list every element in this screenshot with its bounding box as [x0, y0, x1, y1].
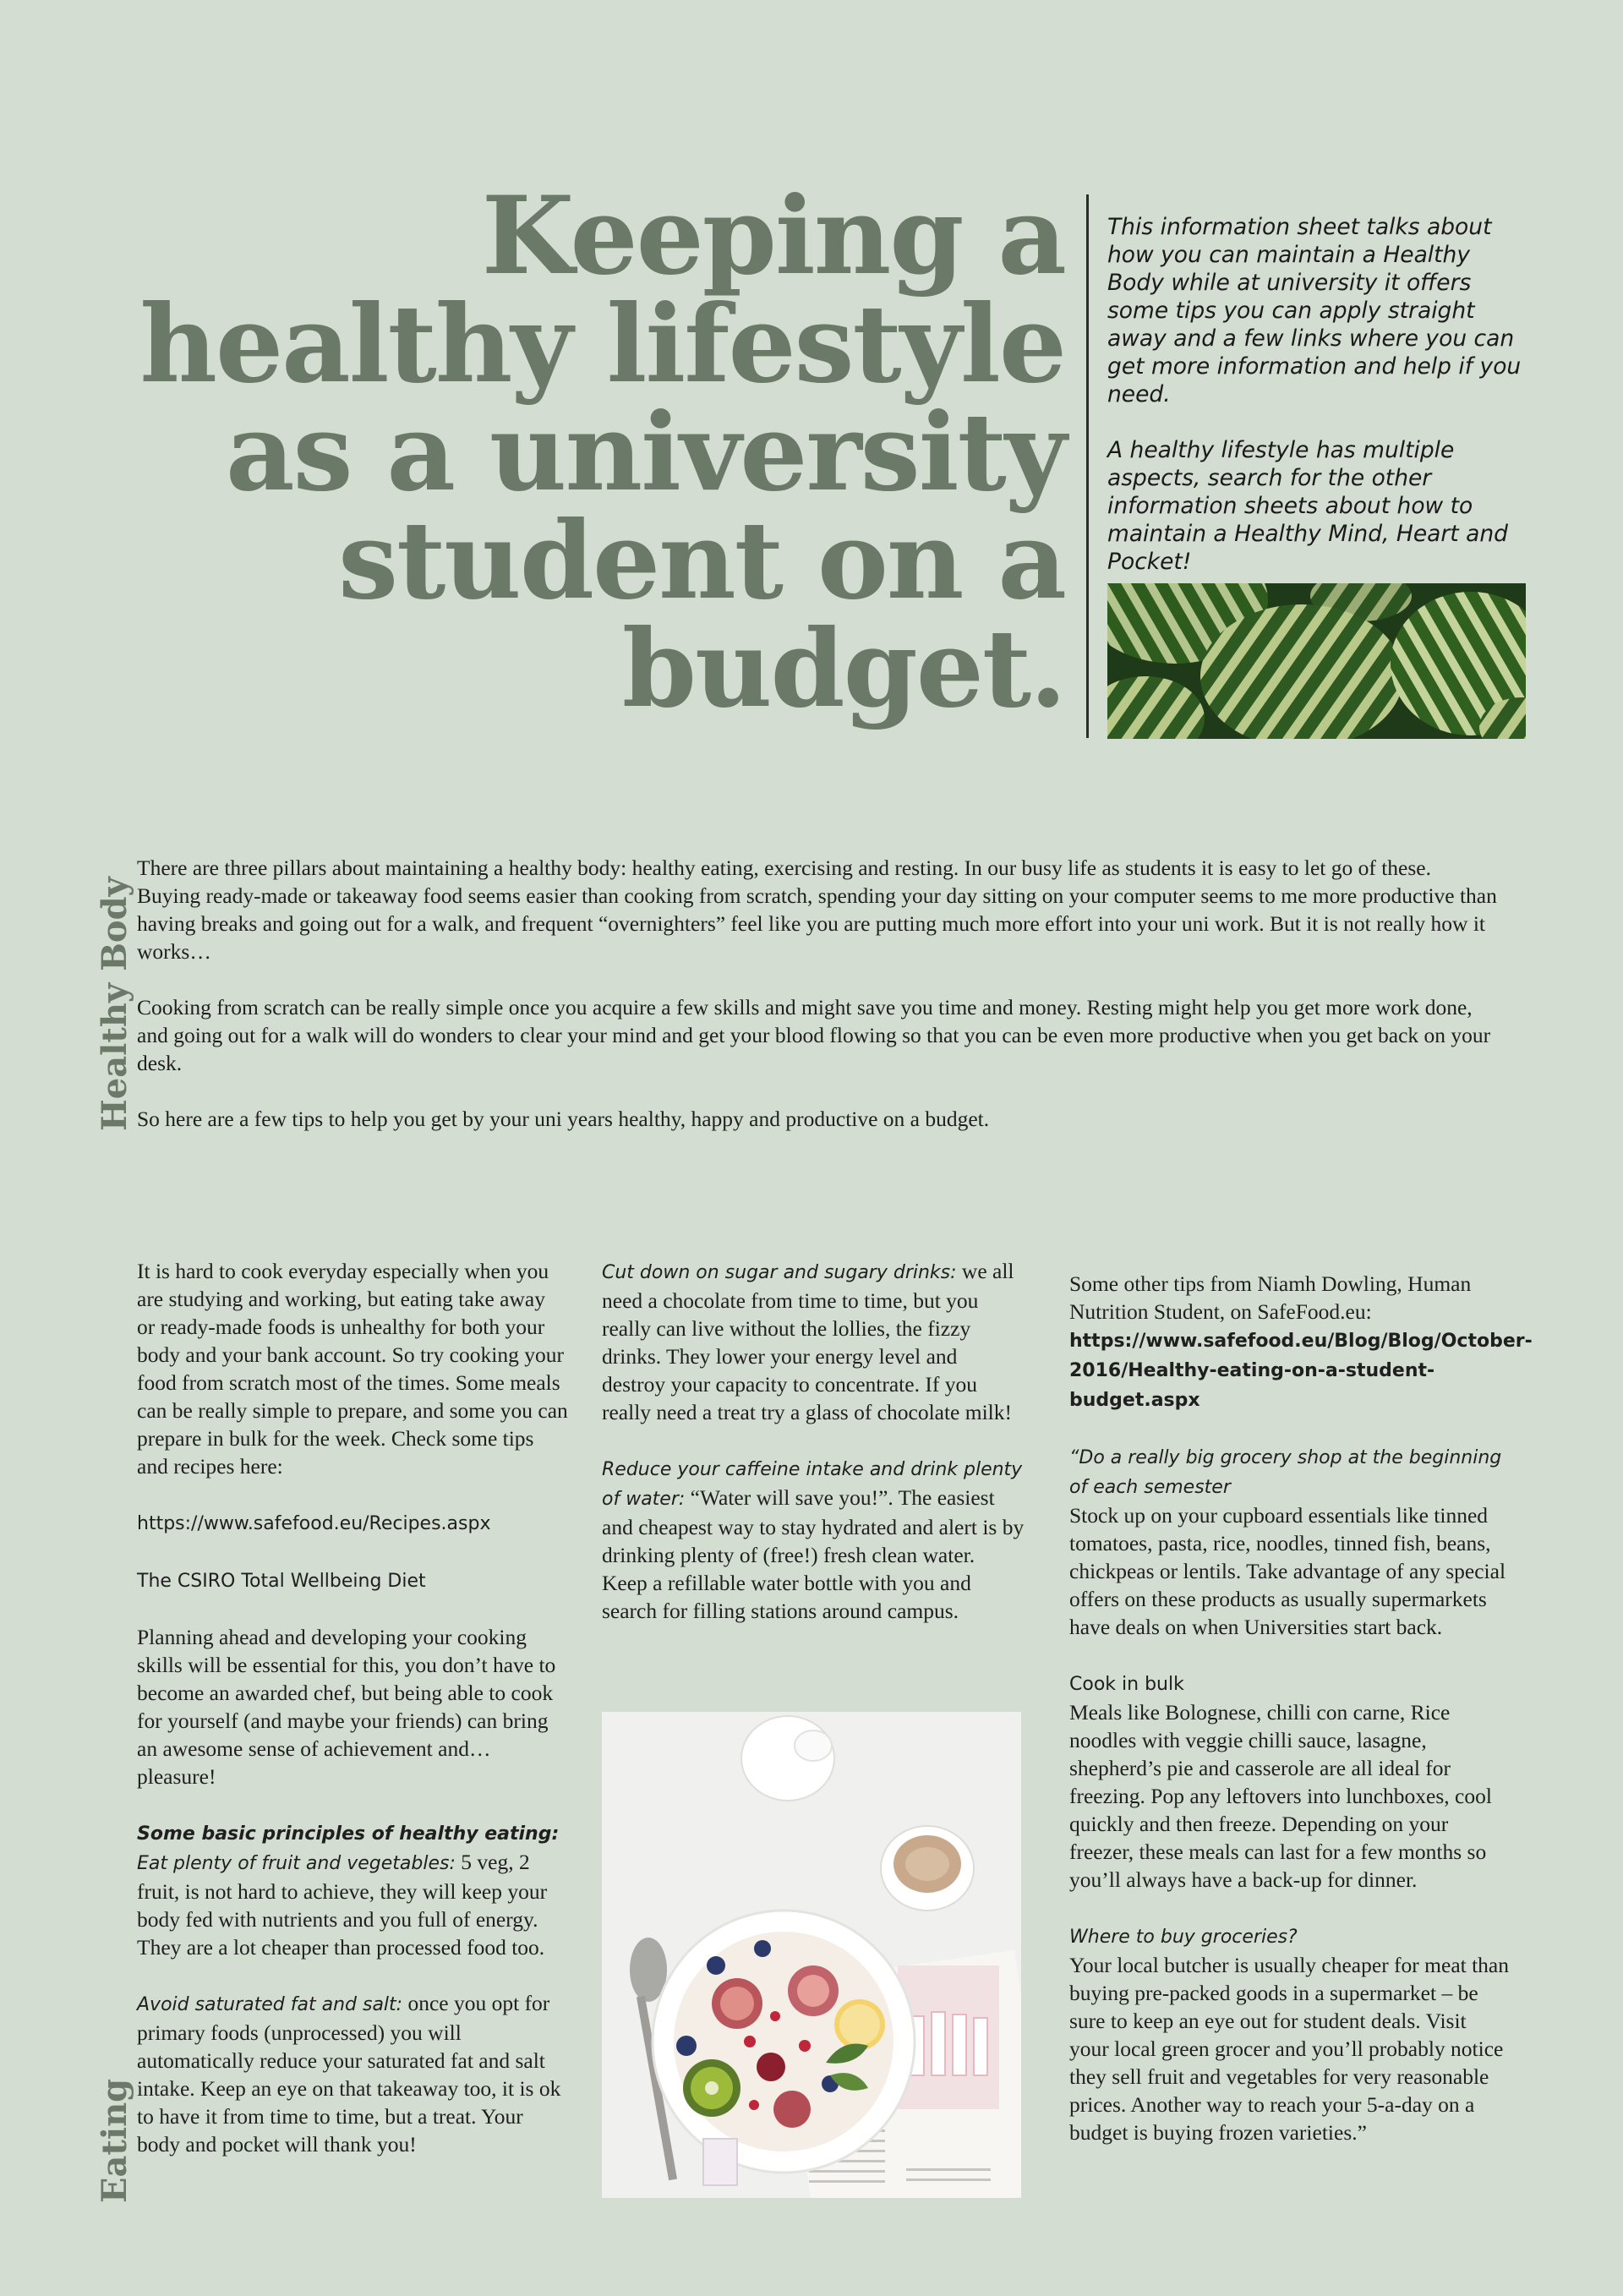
tip-block	[137, 1989, 568, 2158]
page-title	[68, 173, 1065, 731]
title-line: healthy lifestyle	[139, 282, 1065, 407]
eating-column-3	[1069, 1270, 1533, 2174]
title-line: Keeping a	[481, 173, 1065, 298]
tip-label: Cut down on sugar and sugary drinks:	[602, 1262, 957, 1283]
vertical-divider	[1086, 194, 1089, 738]
body-paragraph: There are three pillars about maintaining a healthy body: healthy eating, exercising and resting. In our busy life as students it is easy to let go of these. Buying ready-made or takeaway food seems easier than cooking from scratch, spending your day sitting on your computer seems to me more productive than having breaks and going out for a walk, and frequent “overnighters” feel like you are putting much more effort into your uni work. But it is not really how it works…	[137, 856, 1497, 964]
watermelon-image	[1107, 583, 1526, 739]
tip-block	[602, 1257, 1025, 1426]
intro-paragraph: A healthy lifestyle has multiple aspects, search for the other information sheets about how to maintain a Healthy Mind, Heart and Pocket!	[1107, 437, 1508, 575]
tip-text: we all need a chocolate from time to time, but you really can live without the lollies, the fizzy drinks. They lower your energy level and destroy your capacity to concentrate. If you really need a treat try a glass of chocolate milk!	[602, 1259, 1014, 1424]
quote-text: Meals like Bolognese, chilli con carne, Rice noodles with veggie chilli sauce, lasagne, shepherd’s pie and casserole are all ideal for freezing. Pop any leftovers into lunchboxes, cool quickly and then freeze. Depending on your freezer, these meals can last for a few months so you’ll always have a back-up for dinner.	[1069, 1700, 1492, 1892]
intro-text	[1107, 213, 1530, 604]
title-line: student on a	[338, 498, 1065, 623]
quote-text: Your local butcher is usually cheaper for meat than buying pre-packed goods in a supermarket – be sure to keep an eye out for student deals. Visit your local green grocer and you’ll probably notice they sell fruit and vegetables for very reasonable prices. Another way to reach your 5-a-day on a budget is buying frozen varieties.”	[1069, 1953, 1509, 2145]
quote-heading: “Do a really big grocery shop at the beginning of each semester	[1069, 1447, 1502, 1498]
column-paragraph: It is hard to cook everyday especially when you are studying and working, but eating take away or ready-made foods is unhealthy for both your body and your bank account. So try cooking your food from scratch most of the times. Some meals can be really simple to prepare, and some you can prepare in bulk for the week. Check some tips and recipes here:	[137, 1259, 568, 1479]
breakfast-bowl-illustration	[602, 1712, 1021, 2198]
title-line: budget.	[621, 606, 1065, 731]
tip-label: Avoid saturated fat and salt:	[137, 1994, 403, 2015]
quote-block	[1069, 1442, 1509, 1641]
tip-block	[602, 1454, 1025, 1625]
quote-block	[1069, 1669, 1509, 1894]
recipes-link[interactable]: https://www.safefood.eu/Recipes.aspx	[137, 1513, 491, 1534]
section-heading-healthy-body: Healthy Body	[95, 877, 134, 1131]
column-paragraph: Planning ahead and developing your cooking skills will be essential for this, you don’t have to become an awarded chef, but being able to cook for yourself (and maybe your friends) can bring an awesome sense of achievement and… pleasure!	[137, 1625, 556, 1789]
body-paragraph: Cooking from scratch can be really simple once you acquire a few skills and might save you time and money. Resting might help you get more work done, and going out for a walk will do wonders to clear your mind and get your blood flowing so that you can be even more productive when you get back on your desk.	[137, 995, 1491, 1075]
book-title: The CSIRO Total Wellbeing Diet	[137, 1571, 426, 1592]
principles-heading: Some basic principles of healthy eating:	[137, 1823, 560, 1845]
tip-text: once you opt for primary foods (unprocessed) you will automatically reduce your saturated fat and salt intake. Keep an eye on that takeaway too, it is ok to have it from time to time, but a treat. Your body and pocket will thank you!	[137, 1991, 561, 2157]
tip-text: “Water will save you!”. The easiest and cheapest way to stay hydrated and alert is by drinking plenty of (free!) fresh clean water. Keep a refillable water bottle with you and search for filling stations around campus.	[602, 1485, 1025, 1623]
quote-text: Stock up on your cupboard essentials like tinned tomatoes, pasta, rice, noodles, tinned fish, beans, chickpeas or lentils. Take advantage of any special offers on these products as usually supermarkets have deals on when Universities start back.	[1069, 1503, 1506, 1639]
source-block	[1069, 1270, 1533, 1414]
quote-block	[1069, 1922, 1509, 2146]
watermelon-illustration	[1107, 583, 1526, 739]
quote-heading: Where to buy groceries?	[1069, 1927, 1298, 1948]
tip-label: Reduce your caffeine intake and drink plenty of water:	[602, 1459, 1023, 1510]
title-line: as a university	[225, 390, 1065, 515]
section-heading-eating: Eating	[95, 2078, 134, 2203]
eating-column-1	[137, 1257, 568, 2186]
tip-text: 5 veg, 2 fruit, is not hard to achieve, they will keep your body fed with nutrients and you full of energy. They are a lot cheaper than processed food too.	[137, 1850, 548, 1960]
breakfast-bowl-image	[602, 1712, 1021, 2198]
principles-block	[137, 1818, 568, 1961]
source-intro: Some other tips from Niamh Dowling, Human Nutrition Student, on SafeFood.eu:	[1069, 1271, 1472, 1324]
safefood-blog-link[interactable]: https://www.safefood.eu/Blog/Blog/October-2016/Healthy-eating-on-a-student-budget.aspx	[1069, 1331, 1533, 1411]
quote-heading: Cook in bulk	[1069, 1674, 1184, 1695]
eating-column-2	[602, 1257, 1025, 1653]
tip-label: Eat plenty of fruit and vegetables:	[137, 1853, 456, 1874]
healthy-body-intro	[137, 854, 1498, 1161]
intro-paragraph: This information sheet talks about how you can maintain a Healthy Body while at university it offers some tips you can apply straight away and a few links where you can get more information and help if you need.	[1107, 214, 1522, 407]
body-paragraph: So here are a few tips to help you get by your uni years healthy, happy and productive on a budget.	[137, 1107, 990, 1131]
